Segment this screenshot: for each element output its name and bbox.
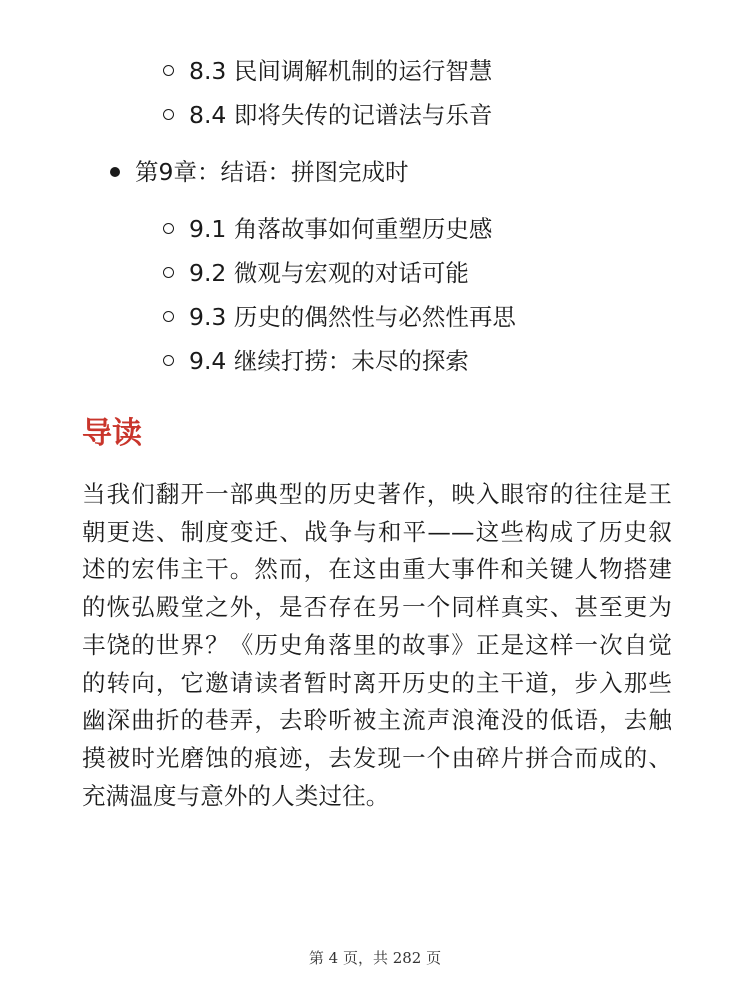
toc-chapter-9[interactable]: [110, 157, 408, 187]
toc-item-label: 8.4 即将失传的记谱法与乐音: [189, 101, 493, 129]
hollow-bullet-icon: [163, 223, 174, 234]
toc-item-label: 9.2 微观与宏观的对话可能: [189, 259, 469, 287]
hollow-bullet-icon: [163, 311, 174, 322]
toc-item-label: 9.4 继续打捞：未尽的探索: [189, 347, 469, 375]
toc-item-label: 8.3 民间调解机制的运行智慧: [189, 57, 493, 85]
toc-item-9-3[interactable]: [163, 302, 516, 332]
toc-item-9-2[interactable]: [163, 258, 469, 288]
toc-item-label: 9.3 历史的偶然性与必然性再思: [189, 303, 516, 331]
toc-item-8-4[interactable]: [163, 100, 492, 130]
section-heading-intro: 导读: [82, 416, 142, 451]
toc-item-8-3[interactable]: [163, 56, 492, 86]
toc-chapter-label: 第9章：结语：拼图完成时: [135, 158, 409, 186]
filled-bullet-icon: [110, 167, 120, 177]
toc-item-9-4[interactable]: [163, 346, 469, 376]
hollow-bullet-icon: [163, 65, 174, 76]
intro-paragraph: 当我们翻开一部典型的历史著作，映入眼帘的往往是王朝更迭、制度变迁、战争与和平——这些构成了历史叙述的宏伟主干。然而，在这由重大事件和关键人物搭建的恢弘殿堂之外，是否存在另一个同样真实、甚至更为丰饶的世界？《历史角落里的故事》正是这样一次自觉的转向，它邀请读者暂时离开历史的主干道，步入那些幽深曲折的巷弄，去聆听被主流声浪淹没的低语，去触摸被时光磨蚀的痕迹，去发现一个由碎片拼合而成的、充满温度与意外的人类过往。: [82, 480, 672, 810]
hollow-bullet-icon: [163, 109, 174, 120]
hollow-bullet-icon: [163, 355, 174, 366]
hollow-bullet-icon: [163, 267, 174, 278]
page-number-footer: 第 4 页，共 282 页: [308, 949, 442, 967]
toc-item-9-1[interactable]: [163, 214, 492, 244]
toc-item-label: 9.1 角落故事如何重塑历史感: [189, 215, 493, 243]
